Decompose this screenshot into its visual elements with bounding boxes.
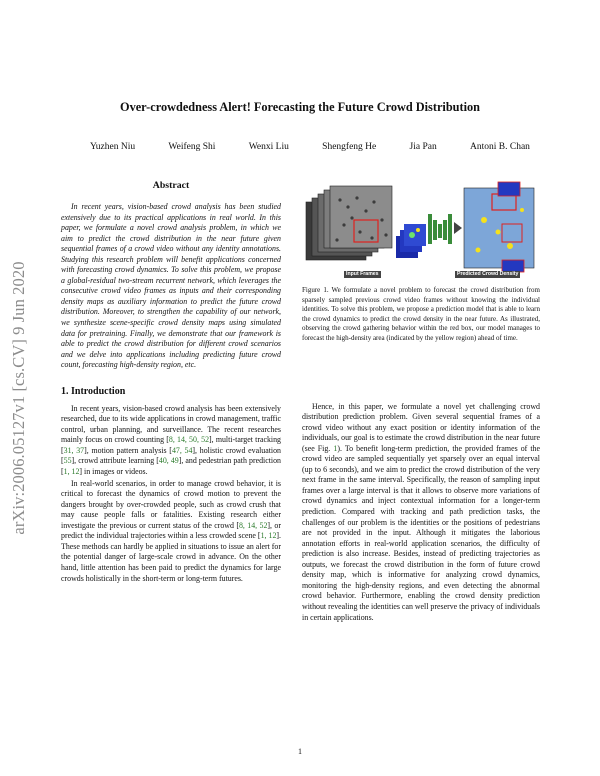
figure-1 (302, 180, 540, 280)
citation-link[interactable]: 31, 37 (63, 445, 85, 455)
arxiv-stamp (6, 218, 32, 578)
author: Wenxi Liu (248, 142, 289, 152)
author: Antoni B. Chan (470, 142, 530, 152)
citation-link[interactable]: 47, 54 (171, 445, 193, 455)
abstract-heading: Abstract (152, 180, 190, 191)
page-number: 1 (298, 747, 302, 756)
citation-link[interactable]: 1, 12 (63, 467, 80, 477)
author: Weifeng Shi (168, 142, 216, 152)
abstract-text: In recent years, vision-based crowd analysis has been studied extensively due to its practical applications in real world. In this paper, we formulate a novel crowd analysis problem, in which we aim to predict the crowd distribution in the near future given sequential frames of a crowd video without any identity annotations. Studying this research problem will benefit applications concerned with forecasting crowd dynamics. To solve this problem, we propose a global-residual two-stream recurrent network, which leverages the consecutive crowd video frames as inputs and their corresponding density maps as auxiliary information to predict the future crowd distribution. Moreover, to strengthen the capability of our network, we synthesize scene-specific crowd density maps using simulated data for pretraining. Finally, we demonstrate that our framework is able to predict the crowd distribution for different crowd scenarios and we delve into applications including predicting future crowd count, forecasting high-density region, etc. (61, 202, 281, 370)
intro-paragraph-1: In recent years, vision-based crowd analysis has been extensively researched, due to its wide applications in crowd management, traffic control, urban planning, and surveillance. The recent researches mainly focus on crowd counting [8, 14, 50, 52], multi-target tracking [31, 37], motion pattern analysis [47, 54], holistic crowd evaluation [55], crowd attribute learning [40, 49], and pedestrian path prediction [1, 12] in images or videos. (61, 403, 282, 477)
figure-label-input-frames: Input Frames (346, 271, 379, 277)
author: Shengfeng He (322, 142, 377, 152)
citation-link[interactable]: 40, 49 (158, 456, 179, 466)
figure-1-illustration (302, 180, 540, 280)
citation-link[interactable]: 55 (63, 456, 72, 466)
right-paragraph: Hence, in this paper, we formulate a novel yet challenging crowd distribution prediction problem. Given several sequential frames of a crowd video without any exact position or identity information of the individuals, our goal is to estimate the crowd distribution in the near future (see Fig. 1). To benefit long-term prediction, the provided frames of the crowd video are sampled sequentially yet sparsely over an equal interval (up to 6 seconds), and we aim to predict the crowd distribution of the very next frame in the same interval. Specifically, the reason of sampling input frames over a large interval is that it allows to observe more variations of crowd dynamics and inject contextual information for a longer-term prediction. Compared with tracking and path prediction tasks, the challenges of our problem is the identities or the positions of pedestrians are not provided in the input. Although it mitigates the laborious annotation efforts in real-world application scenarios, the difficulty of prediction is also increase. Besides, instead of predicting trajectories as outputs, we forecast the crowd distribution in the form of future crowd density map, which is informative for analyzing crowd dynamics, monitoring the high-density regions, and even detecting the abnormal crowd behavior. Furthermore, enabling the crowd density prediction without revealing the identities can well preserve the privacy of individuals in certain applications. (302, 401, 541, 622)
citation-link[interactable]: 8, 14, 50, 52 (168, 435, 210, 445)
author: Yuzhen Niu (90, 142, 136, 152)
left-column (61, 180, 281, 584)
citation-link[interactable]: 1, 12 (260, 531, 277, 541)
figure-1-caption: Figure 1. We formulate a novel problem to forecast the crowd distribution from sparsely sampled previous crowd video frames without knowing the individual identities. To solve this problem, we propose a prediction model that is able to learn the crowd dynamics to predict the crowd density in the near future. As illustrated, observing the crowd gathering behavior within the red box, our model manages to forecast the high-density area (indicated by the yellow region) ahead of time. (302, 286, 540, 342)
right-column (302, 180, 540, 623)
figure-reference-link[interactable]: 1 (333, 443, 338, 453)
author: Jia Pan (409, 142, 437, 152)
arxiv-stamp-text: arXiv:2006.05127v1 [cs.CV] 9 Jun 2020 (9, 261, 28, 535)
intro-paragraph-2: In real-world scenarios, in order to manage crowd behavior, it is critical to forecast the dynamics of crowd motion to prevent the dangers brought by over-crowded people, such as crowd crush that may cause people falls or fatalities. Existing research either investigate the previous or current status of the crowd [8, 14, 52], or predict the individual trajectories within a less crowded scene [1, 12]. These methods can hardly be applied in situations to issue an alert for the potential danger of large-scale crowd in advance. On the other hand, little attention has been paid to predict the dynamics for large crowds holistically in the short-term or long-term futures. (61, 478, 282, 583)
citation-link[interactable]: 8, 14, 52 (238, 520, 268, 530)
author-list (90, 142, 530, 152)
introduction-heading: 1. Introduction (61, 385, 126, 397)
figure-label-predicted-density: Predicted Crowd Density (457, 271, 519, 277)
paper-title: Over-crowdedness Alert! Forecasting the Future Crowd Distribution (120, 100, 480, 114)
